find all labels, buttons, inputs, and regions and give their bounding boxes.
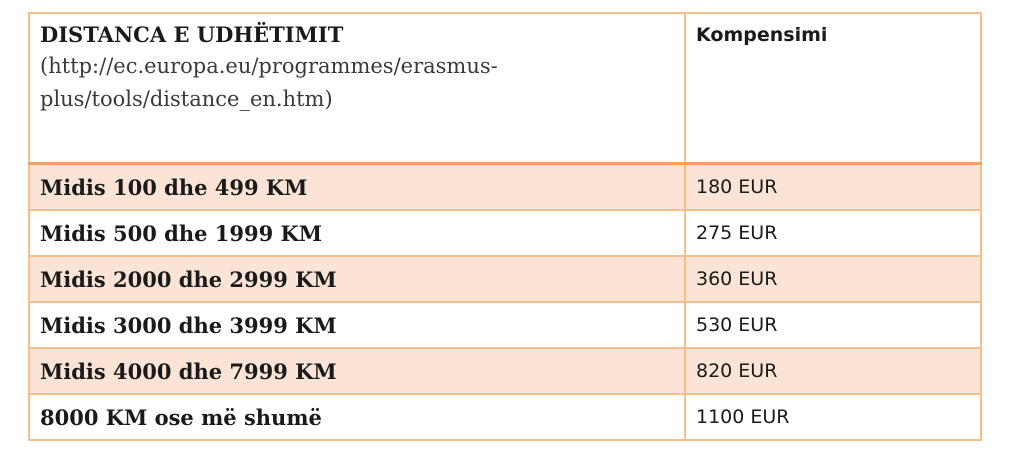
amount-value: 1100 EUR <box>696 406 790 428</box>
distance-cell <box>29 164 685 211</box>
distance-cell <box>29 394 685 440</box>
amount-cell <box>685 394 981 440</box>
distance-value: Midis 500 dhe 1999 KM <box>40 220 323 246</box>
distance-value: Midis 4000 dhe 7999 KM <box>40 358 337 384</box>
table-header <box>29 13 981 164</box>
distance-cell <box>29 210 685 256</box>
amount-cell <box>685 164 981 211</box>
amount-cell <box>685 302 981 348</box>
compensation-header-cell <box>685 13 981 164</box>
distance-header-title: DISTANCA E UDHËTIMIT <box>40 22 344 47</box>
compensation-header-label: Kompensimi <box>696 24 828 46</box>
compensation-table-container <box>28 12 980 441</box>
compensation-table <box>28 12 982 441</box>
table-row <box>29 164 981 211</box>
distance-cell <box>29 348 685 394</box>
table-body <box>29 164 981 441</box>
amount-cell <box>685 210 981 256</box>
distance-cell <box>29 302 685 348</box>
distance-value: Midis 2000 dhe 2999 KM <box>40 266 337 292</box>
table-row <box>29 394 981 440</box>
amount-value: 360 EUR <box>696 268 778 290</box>
amount-cell <box>685 256 981 302</box>
table-row <box>29 210 981 256</box>
distance-value: Midis 3000 dhe 3999 KM <box>40 312 337 338</box>
distance-header-cell <box>29 13 685 164</box>
table-row <box>29 256 981 302</box>
table-row <box>29 302 981 348</box>
amount-cell <box>685 348 981 394</box>
amount-value: 820 EUR <box>696 360 778 382</box>
table-row <box>29 348 981 394</box>
distance-header-url: (http://ec.europa.eu/programmes/erasmus-plus/tools/distance_en.htm) <box>40 54 498 111</box>
distance-value: 8000 KM ose më shumë <box>40 404 322 430</box>
amount-value: 275 EUR <box>696 222 778 244</box>
header-row <box>29 13 981 164</box>
amount-value: 530 EUR <box>696 314 778 336</box>
amount-value: 180 EUR <box>696 176 778 198</box>
distance-value: Midis 100 dhe 499 KM <box>40 174 308 200</box>
distance-cell <box>29 256 685 302</box>
